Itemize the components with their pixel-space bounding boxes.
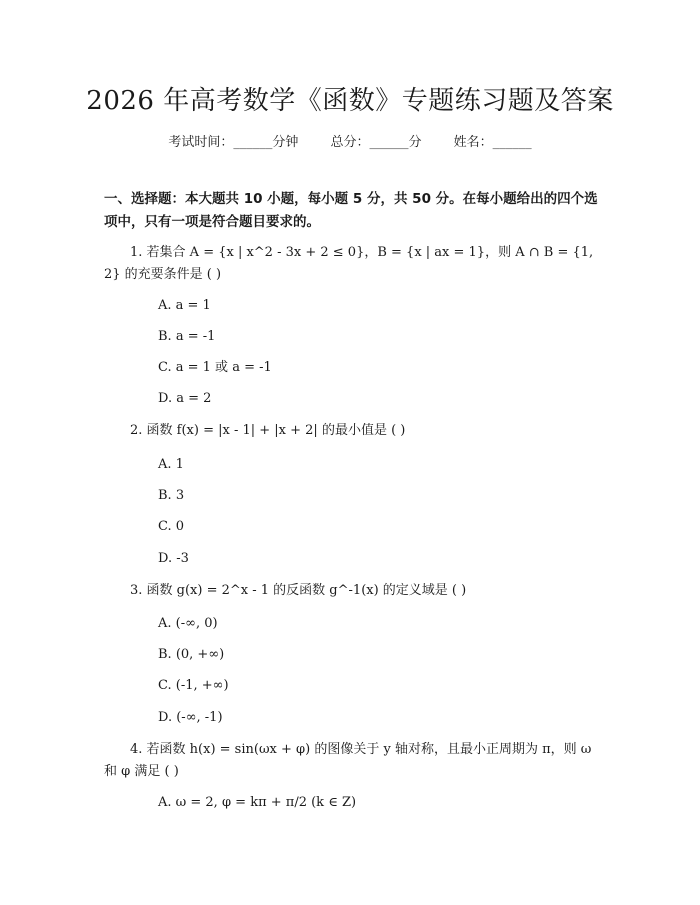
option-2b: B. 3: [158, 488, 185, 503]
question-stem: 3. 函数 g(x) = 2^x - 1 的反函数 g^-1(x) 的定义域是 ( ): [130, 583, 467, 598]
exam-score-field: 总分：______分: [330, 135, 422, 150]
option-1b: B. a = -1: [158, 329, 216, 344]
option-3c: C. (-1, +∞): [158, 678, 229, 693]
question-3: [104, 580, 604, 602]
question-stem: 4. 若函数 h(x) = sin(ωx + φ) 的图像关于 y 轴对称，且最小正周期为 π，则 ω 和 φ 满足 ( ): [104, 742, 592, 779]
option-2c: C. 0: [158, 519, 185, 534]
question-4: [104, 739, 604, 783]
exam-meta: [0, 131, 700, 150]
option-2d: D. -3: [158, 551, 189, 566]
question-stem: 1. 若集合 A = {x | x^2 - 3x + 2 ≤ 0}，B = {x | ax = 1}，则 A ∩ B = {1, 2} 的充要条件是 ( ): [104, 245, 594, 282]
option-2a: A. 1: [158, 457, 184, 472]
exam-name-field: 姓名：______: [453, 135, 532, 150]
question-1: [104, 242, 604, 286]
option-1d: D. a = 2: [158, 391, 212, 406]
option-1c: C. a = 1 或 a = -1: [158, 360, 272, 375]
page-title: 2026 年高考数学《函数》专题练习题及答案: [86, 86, 614, 116]
exam-time-field: 考试时间：______分钟: [168, 135, 299, 150]
option-3a: A. (-∞, 0): [158, 616, 218, 631]
option-1a: A. a = 1: [158, 298, 211, 313]
option-4a: A. ω = 2, φ = kπ + π/2 (k ∈ Z): [158, 795, 357, 810]
question-2: [104, 420, 604, 442]
question-stem: 2. 函数 f(x) = |x - 1| + |x + 2| 的最小值是 ( ): [130, 423, 406, 438]
option-3d: D. (-∞, -1): [158, 710, 223, 725]
option-3b: B. (0, +∞): [158, 647, 225, 662]
section-heading: 一、选择题：本大题共 10 小题，每小题 5 分，共 50 分。在每小题给出的四个选项中，只有一项是符合题目要求的。: [104, 191, 598, 230]
